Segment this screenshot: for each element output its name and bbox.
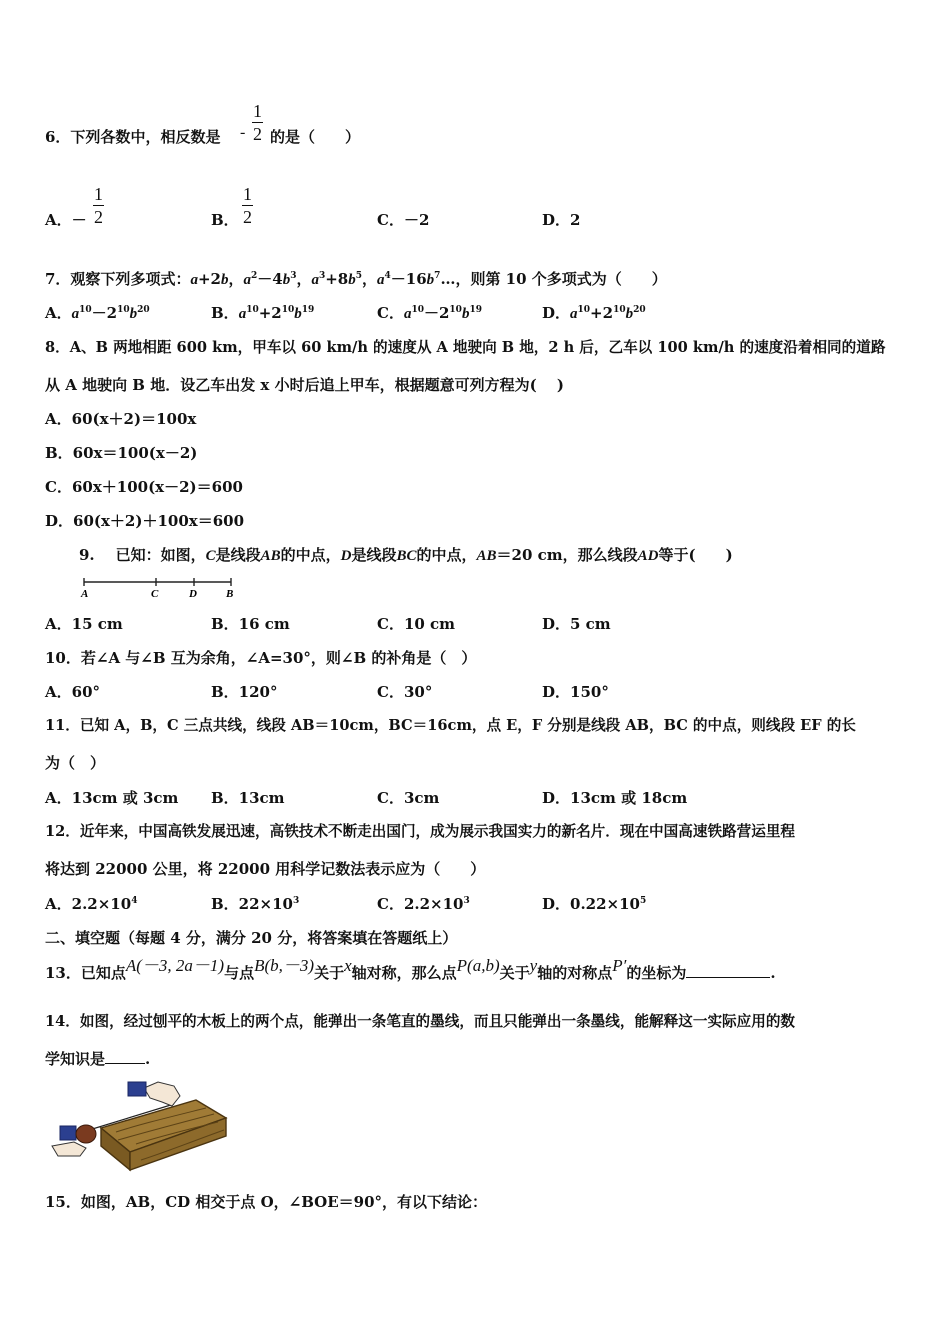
q10-option-b: B．120° — [211, 683, 278, 701]
q12-option-d: D．$0.22\times 10^5$ — [542, 895, 647, 913]
left-sleeve — [60, 1126, 76, 1140]
q8-line1: 8．A、B 两地相距 600 km，甲车以 60 km/h 的速度从 A 地驶向 B 地，2 h 后，乙车以 100 km/h 的速度沿着相同的道路 — [45, 339, 886, 356]
q9-segment-figure — [78, 574, 238, 600]
q6-minus: - — [240, 124, 246, 141]
q9-option-a: A．15 cm — [45, 615, 123, 633]
q10-option-c: C．30° — [377, 683, 433, 701]
q6-fraction: 1 2 — [253, 101, 262, 144]
q6-option-a: A．－ — [45, 211, 87, 229]
q9-stem: 9. 已知：如图，C是线段AB的中点，D是线段BC的中点，AB＝20 cm，那么线段AD等于( ) — [79, 546, 733, 564]
q14-answer-blank[interactable] — [105, 1049, 145, 1064]
q9-option-b: B．16 cm — [211, 615, 290, 633]
q15-stem: 15．如图，AB，CD 相交于点 O，∠BOE＝90°，有以下结论： — [45, 1193, 488, 1211]
q11-option-b: B．13cm — [211, 789, 285, 807]
q6-suffix: 的是（ ） — [270, 128, 361, 146]
section-2-heading: 二、填空题（每题 4 分，满分 20 分，将答案填在答题纸上） — [45, 929, 458, 947]
q9-option-d: D．5 cm — [542, 615, 611, 633]
q11-line2: 为（ ） — [45, 754, 106, 772]
label-c: C — [151, 588, 159, 600]
q10-option-a: A．60° — [45, 683, 101, 701]
left-hand — [52, 1142, 86, 1156]
q11-option-c: C．3cm — [377, 789, 440, 807]
label-d: D — [189, 588, 197, 600]
q11-option-a: A．13cm 或 3cm — [45, 789, 179, 807]
q10-option-d: D．150° — [542, 683, 609, 701]
q7-option-b: B．$a^{10}+2^{10}b^{19}$ — [211, 304, 315, 322]
q12-option-c: C．$2.2\times 10^3$ — [377, 895, 470, 913]
label-a: A — [81, 588, 89, 600]
q7-option-d: D．$a^{10}+2^{10}b^{20}$ — [542, 304, 646, 322]
q6-option-b-fraction: 1 2 — [243, 184, 252, 227]
ink-spool — [76, 1125, 96, 1143]
q8-option-c: C．60x＋100(x－2)＝600 — [45, 478, 243, 496]
q13-stem: 13．已知点A(－3, 2a－1)与点B(b,－3)关于x轴对称，那么点P(a,b)关于y轴的对称点P′的坐标为 . — [45, 956, 776, 982]
q14-line1: 14．如图，经过刨平的木板上的两个点，能弹出一条笔直的墨线，而且只能弹出一条墨线，能解释这一实际应用的数 — [45, 1013, 796, 1030]
q14-line2: 学知识是 . — [45, 1050, 151, 1068]
q12-option-b: B．$22\times 10^3$ — [211, 895, 300, 913]
q8-option-b: B．60x＝100(x－2) — [45, 444, 198, 462]
q10-stem: 10．若∠A 与∠B 互为余角，∠A=30°，则∠B 的补角是（ ） — [45, 649, 477, 667]
right-hand — [144, 1082, 180, 1106]
q6-stem: 6．下列各数中，相反数是 — [45, 128, 221, 146]
q11-option-d: D．13cm 或 18cm — [542, 789, 688, 807]
q6-option-d: D．2 — [542, 211, 581, 229]
q6-option-c: C．－2 — [377, 211, 430, 229]
right-sleeve — [128, 1082, 146, 1096]
q8-line2: 从 A 地驶向 B 地．设乙车出发 x 小时后追上甲车，根据题意可列方程为( ) — [45, 376, 565, 394]
q6-option-a-fraction: 1 2 — [94, 184, 103, 227]
q7-stem: 7．观察下列多项式：a+2b，$a^2-4b^3$，$a^3+8b^5$，$a^4-16b^7\dots$，则第 10 个多项式为（ ） — [45, 270, 667, 288]
q6-option-b: B． — [211, 211, 239, 229]
q8-option-a: A．60(x＋2)＝100x — [45, 410, 197, 428]
q11-line1: 11．已知 A，B，C 三点共线，线段 AB＝10cm，BC＝16cm，点 E，F 分别是线段 AB，BC 的中点，则线段 EF 的长 — [45, 717, 856, 734]
q7-option-a: A．$a^{10}-2^{10}b^{20}$ — [45, 304, 150, 322]
q12-option-a: A．$2.2\times 10^4$ — [45, 895, 138, 913]
q14-woodboard-illustration — [46, 1078, 230, 1174]
q12-line1: 12．近年来，中国高铁发展迅速，高铁技术不断走出国门，成为展示我国实力的新名片．现在中国高速铁路营运里程 — [45, 823, 796, 840]
q13-answer-blank[interactable] — [686, 963, 770, 978]
q12-line2: 将达到 22000 公里，将 22000 用科学记数法表示应为（ ） — [45, 860, 486, 878]
q8-option-d: D．60(x＋2)＋100x＝600 — [45, 512, 245, 530]
q7-option-c: C．$a^{10}-2^{10}b^{19}$ — [377, 304, 482, 322]
label-b: B — [226, 588, 234, 600]
q9-option-c: C．10 cm — [377, 615, 456, 633]
